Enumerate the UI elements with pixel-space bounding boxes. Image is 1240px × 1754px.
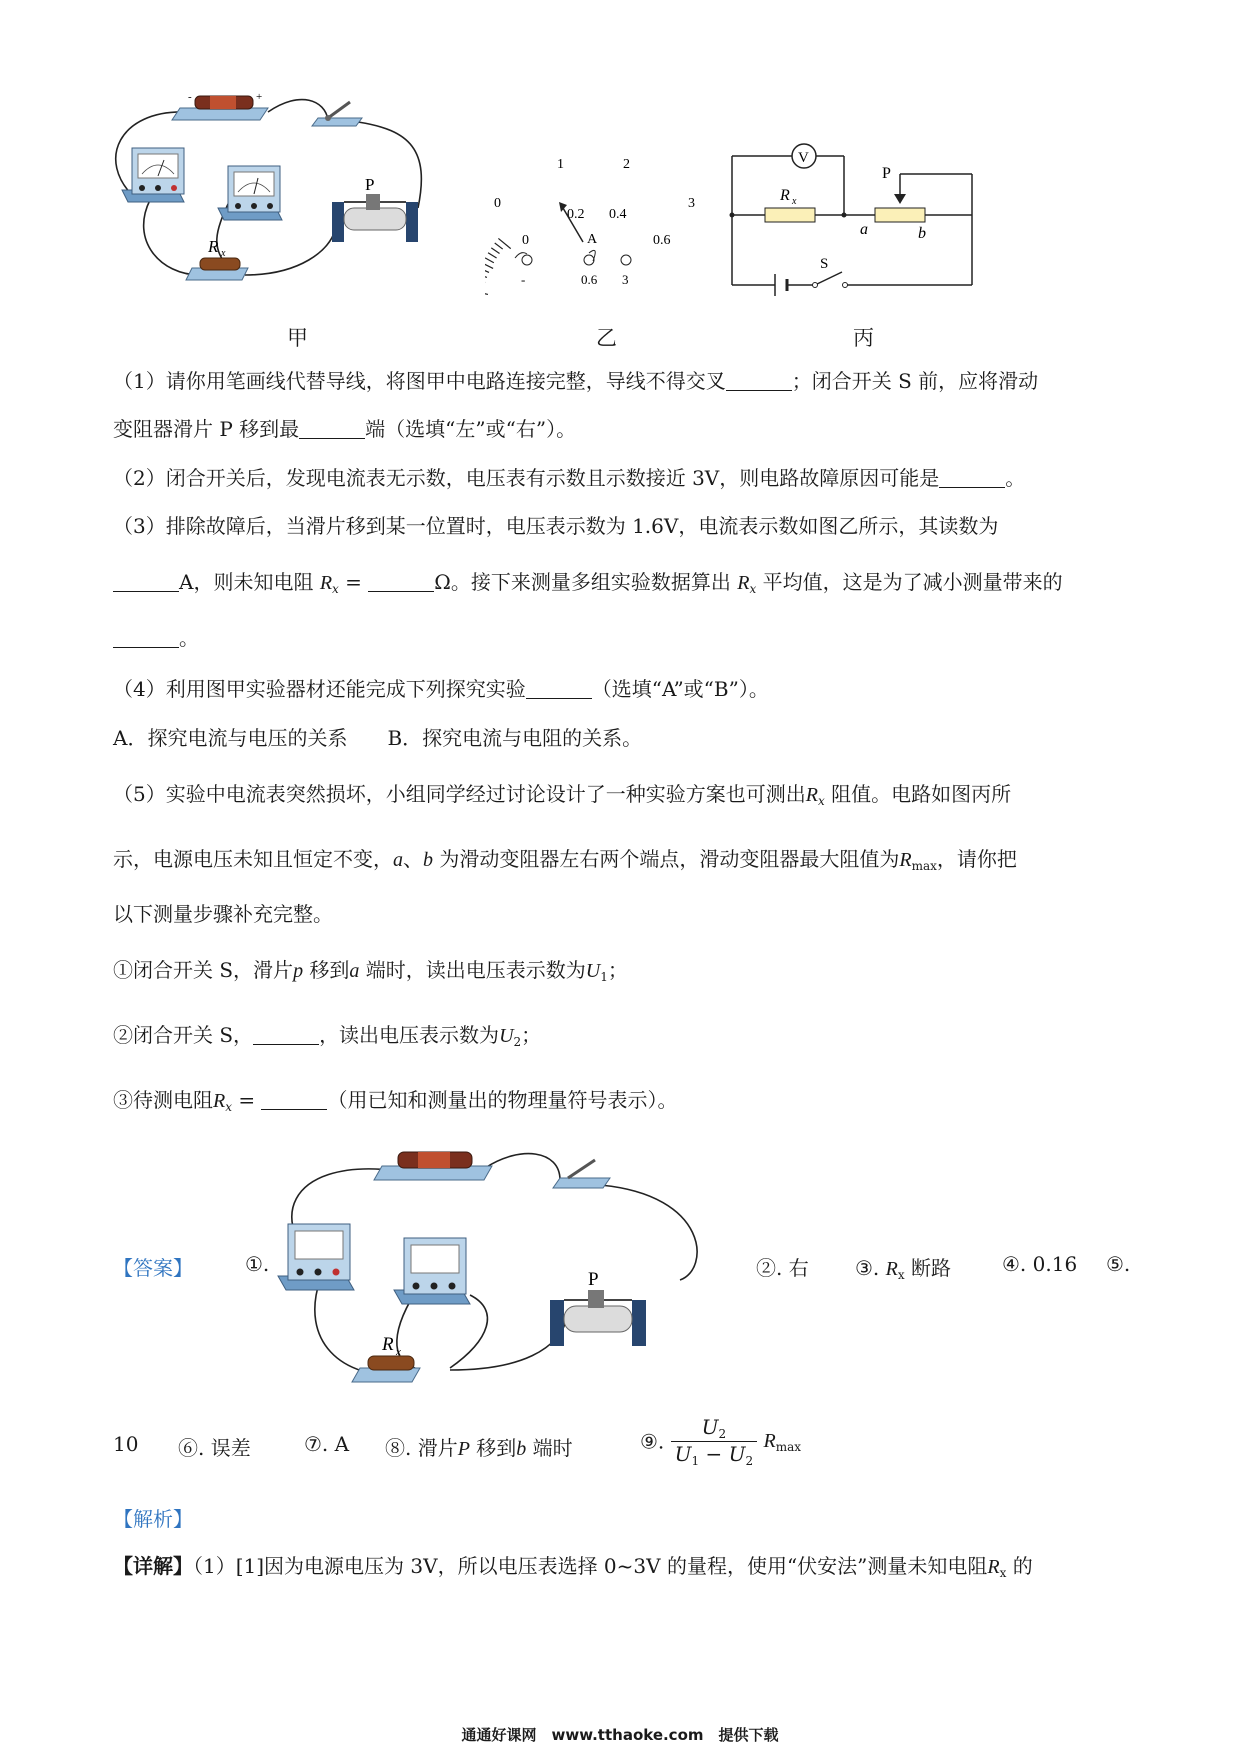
detail-end: 的 xyxy=(1006,1554,1033,1578)
q1-text-b: ；闭合开关 S 前，应将滑动 xyxy=(791,369,1039,393)
step-1 xyxy=(113,956,628,991)
answer-p-label: P xyxy=(588,1269,599,1290)
question-5-line-1 xyxy=(113,780,1011,815)
s1-text-b: 移到 xyxy=(303,958,350,982)
lower-scale-02: 0.2 xyxy=(567,207,585,222)
figure-yi xyxy=(485,150,715,310)
answer-9 xyxy=(640,1415,801,1468)
q3-text-b: A，则未知电阻 xyxy=(179,570,314,594)
slider-arrow xyxy=(894,194,906,204)
q3-rx-symbol: R xyxy=(319,572,333,594)
dial-tick xyxy=(485,268,489,272)
caption-bing: 丙 xyxy=(853,326,874,350)
answer-3 xyxy=(855,1252,951,1282)
battery-plus-label: + xyxy=(256,91,263,103)
upper-scale-0: 0 xyxy=(494,196,501,211)
pointer-tip xyxy=(559,202,567,212)
page-footer: 通通好课网 www.tthaoke.com 提供下载 xyxy=(461,1726,779,1744)
answer-5-value: 10 xyxy=(113,1432,139,1456)
s3-text-a: ③待测电阻 xyxy=(113,1088,213,1112)
figure-jia xyxy=(100,90,480,315)
q5-a-symbol: a xyxy=(393,849,403,871)
blank-4 xyxy=(113,571,179,592)
answer-figure xyxy=(270,1140,720,1390)
dial-tick xyxy=(495,243,503,249)
q2-text-b: 。 xyxy=(1005,466,1026,490)
figure-bing xyxy=(720,138,980,308)
voltmeter-label: V xyxy=(798,150,809,166)
dial-tick xyxy=(491,248,499,254)
caption-jia: 甲 xyxy=(287,326,308,350)
den-u2-sub: 2 xyxy=(745,1454,754,1468)
junction-left xyxy=(730,213,735,218)
q5-text-b: 示，电源电压未知且恒定不变， xyxy=(113,847,393,871)
detail-tag: 【详解】 xyxy=(113,1554,193,1578)
switch-contact-a xyxy=(813,283,818,288)
blank-1 xyxy=(726,370,792,391)
s1-p-symbol: p xyxy=(293,960,304,982)
terminal-3 xyxy=(621,255,631,265)
den-u1-sub: 1 xyxy=(691,1454,700,1468)
s3-rx-sub: x xyxy=(225,1100,232,1114)
detail-line xyxy=(113,1552,1033,1587)
q3-rx-sub-2: x xyxy=(749,582,757,596)
q5-rx-sub: x xyxy=(817,794,825,808)
upper-scale-3: 3 xyxy=(688,196,695,211)
q5-b-symbol: b xyxy=(423,849,433,871)
answer-6: ⑥. 误差 xyxy=(178,1436,251,1460)
rx-label: R xyxy=(780,187,790,204)
answer-voltmeter-icon xyxy=(394,1238,470,1304)
switch-contact-b xyxy=(843,283,848,288)
answer-7: ⑦. A xyxy=(304,1432,350,1456)
q5-rx-symbol: R xyxy=(805,784,818,806)
answer-resistor-icon xyxy=(352,1356,420,1382)
dial-scale xyxy=(485,238,511,310)
question-5-line-2 xyxy=(113,845,1017,880)
answer-8 xyxy=(385,1432,573,1461)
s1-u-symbol: U xyxy=(585,960,601,982)
question-1-line-2 xyxy=(113,415,576,443)
s2-u-symbol: U xyxy=(499,1025,514,1047)
s2-text-b: ，读出电压表示数为 xyxy=(319,1023,500,1047)
blank-9 xyxy=(261,1089,327,1110)
lower-scale-04: 0.4 xyxy=(609,207,627,222)
answer-3-rx: R xyxy=(885,1258,898,1280)
q5-text-a2: 阻值。电路如图丙所 xyxy=(824,782,1012,806)
question-4 xyxy=(113,675,769,703)
q5-rmax-symbol: R xyxy=(899,849,912,871)
num-u-sub: 2 xyxy=(718,1427,727,1441)
den-u2: U xyxy=(728,1442,746,1466)
q3-rx-symbol-2: R xyxy=(737,572,750,594)
answer-8-p: P xyxy=(457,1438,470,1460)
answer-8-b: b xyxy=(516,1438,527,1460)
s3-rx-symbol: R xyxy=(213,1090,226,1112)
q5-text-b3: ，请你把 xyxy=(936,847,1017,871)
terminal-minus xyxy=(522,255,532,265)
question-3-line-2 xyxy=(113,568,1063,603)
answer-rx-sub: x xyxy=(396,1346,401,1358)
num-u: U xyxy=(701,1415,719,1439)
answer-3-prefix: ③. xyxy=(855,1256,886,1280)
s2-text-c: ； xyxy=(521,1023,542,1047)
answer-1-label: ①. xyxy=(245,1252,270,1276)
s1-a-symbol: a xyxy=(349,960,360,982)
answer-9-rmax: R xyxy=(763,1430,776,1452)
s1-text-a: ①闭合开关 S，滑片 xyxy=(113,958,294,982)
answer-3-rx-sub: x xyxy=(897,1268,905,1282)
q4-text-b: （选填“A”或“B”）。 xyxy=(591,677,769,701)
dial-unit: A xyxy=(587,232,598,247)
analysis-tag: 【解析】 xyxy=(113,1507,193,1531)
caption-yi: 乙 xyxy=(596,326,617,350)
q1-text-c: 变阻器滑片 P 移到最 xyxy=(113,417,300,441)
q3-text-a: （3）排除故障后，当滑片移到某一位置时，电压表示数为 1.6V，电流表示数如图乙所示，其读数为 xyxy=(113,514,999,538)
battery-minus-label: - xyxy=(188,91,192,103)
end-b-label: b xyxy=(918,225,926,242)
voltmeter-icon xyxy=(218,166,282,220)
answer-9-label: ⑨. xyxy=(640,1429,665,1454)
blank-5 xyxy=(368,571,434,592)
question-3-line-1 xyxy=(113,512,998,540)
upper-scale-1: 1 xyxy=(557,157,564,172)
answer-5-label: ⑤. xyxy=(1106,1252,1131,1276)
answer-rheostat-icon xyxy=(550,1290,646,1346)
answer-8-prefix: ⑧. 滑片 xyxy=(385,1436,458,1460)
switch-label: S xyxy=(820,256,829,272)
blank-6 xyxy=(113,627,179,648)
dial-tick xyxy=(488,253,497,258)
question-2 xyxy=(113,464,1025,492)
answer-tag: 【答案】 xyxy=(113,1256,193,1280)
lower-scale-06: 0.6 xyxy=(653,233,671,248)
question-3-line-3 xyxy=(113,624,199,652)
q3-text-c: Ω。接下来测量多组实验数据算出 xyxy=(434,570,731,594)
s1-text-d: ； xyxy=(607,958,628,982)
lower-scale-0: 0 xyxy=(522,233,529,248)
answer-switch-icon xyxy=(553,1160,610,1188)
q3-rx-sub: x xyxy=(332,582,339,596)
q1-text-d: 端（选填“左”或“右”）。 xyxy=(365,417,577,441)
question-5-line-3 xyxy=(113,900,333,928)
blank-7 xyxy=(526,678,592,699)
detail-text: （1）[1]因为电源电压为 3V，所以电压表选择 0~3V 的量程，使用“伏安法”测量未知电阻 xyxy=(193,1554,988,1578)
terminal-06-label: 0.6 xyxy=(581,272,598,287)
terminal-06 xyxy=(584,255,594,265)
answer-rx-label: R xyxy=(382,1334,394,1355)
question-1-line-1 xyxy=(113,367,1038,395)
q3-text-d: 平均值，这是为了减小测量带来的 xyxy=(756,570,1063,594)
rheostat-p-label: P xyxy=(365,175,375,194)
rx-sub-label: x xyxy=(221,248,226,259)
detail-rx: R xyxy=(987,1556,1000,1578)
q4-text-a: （4）利用图甲实验器材还能完成下列探究实验 xyxy=(113,677,526,701)
fraction-denominator xyxy=(671,1442,757,1468)
q1-text-a: （1）请你用笔画线代替导线，将图甲中电路连接完整，导线不得交叉 xyxy=(113,369,726,393)
step-3 xyxy=(113,1086,677,1121)
blank-2 xyxy=(299,418,365,439)
answer-9-fraction xyxy=(671,1415,757,1468)
s3-equals: = xyxy=(232,1088,256,1112)
q5-text-b2: 为滑动变阻器左右两个端点，滑动变阻器最大阻值为 xyxy=(433,847,900,871)
dial-tick xyxy=(485,274,487,278)
q5-separator: 、 xyxy=(403,847,423,871)
dial-tick xyxy=(485,258,494,263)
q3-equals: = xyxy=(338,570,362,594)
rx-sub-label: x xyxy=(792,196,797,207)
rheostat-symbol xyxy=(875,208,925,222)
rx-label: R xyxy=(208,237,219,256)
answer-battery-icon xyxy=(374,1152,492,1180)
q5-rmax-sub: max xyxy=(911,859,937,873)
answer-2: ②. 右 xyxy=(756,1256,809,1280)
terminal-minus-label: - xyxy=(521,272,526,287)
s1-text-c: 端时，读出电压表示数为 xyxy=(359,958,586,982)
rheostat-icon xyxy=(332,194,418,242)
den-u1: U xyxy=(674,1442,692,1466)
q4-options-text: A．探究电流与电压的关系 B．探究电流与电阻的关系。 xyxy=(113,726,643,750)
fraction-numerator xyxy=(671,1415,757,1442)
terminal-3-label: 3 xyxy=(622,272,629,287)
rx-resistor-symbol xyxy=(765,208,815,222)
detail-rx-sub: x xyxy=(999,1566,1007,1580)
answer-3-suffix: 断路 xyxy=(904,1256,952,1280)
q5-text-a: （5）实验中电流表突然损坏，小组同学经过讨论设计了一种实验方案也可测出 xyxy=(113,782,806,806)
den-minus: − xyxy=(699,1442,729,1466)
s2-u-sub: 2 xyxy=(513,1035,522,1049)
answer-ammeter-icon xyxy=(278,1224,354,1290)
resistor-rx-icon xyxy=(186,258,248,280)
q5-text-c: 以下测量步骤补充完整。 xyxy=(113,902,333,926)
q2-text-a: （2）闭合开关后，发现电流表无示数，电压表有示数且示数接近 3V，则电路故障原因可能是 xyxy=(113,466,940,490)
ammeter-icon xyxy=(122,148,184,202)
end-a-label: a xyxy=(860,221,868,238)
dial-tick xyxy=(485,291,488,295)
blank-8 xyxy=(253,1024,319,1045)
step-2 xyxy=(113,1021,541,1056)
dial-tick xyxy=(485,263,493,268)
answer-8-suffix: 端时 xyxy=(526,1436,573,1460)
slider-p-label: P xyxy=(882,165,891,182)
question-4-options xyxy=(113,724,642,752)
q3-text-e: 。 xyxy=(179,626,199,650)
answer-8-mid: 移到 xyxy=(469,1436,517,1460)
s2-text-a: ②闭合开关 S， xyxy=(113,1023,254,1047)
blank-3 xyxy=(939,467,1005,488)
battery-icon xyxy=(172,96,268,120)
s3-text-b: （用已知和测量出的物理量符号表示）。 xyxy=(327,1088,678,1112)
answer-9-rmax-sub: max xyxy=(775,1440,802,1454)
junction-right xyxy=(842,213,847,218)
s1-u-sub: 1 xyxy=(600,970,608,984)
answer-4: ④. 0.16 xyxy=(1002,1252,1078,1276)
upper-scale-2: 2 xyxy=(623,157,630,172)
